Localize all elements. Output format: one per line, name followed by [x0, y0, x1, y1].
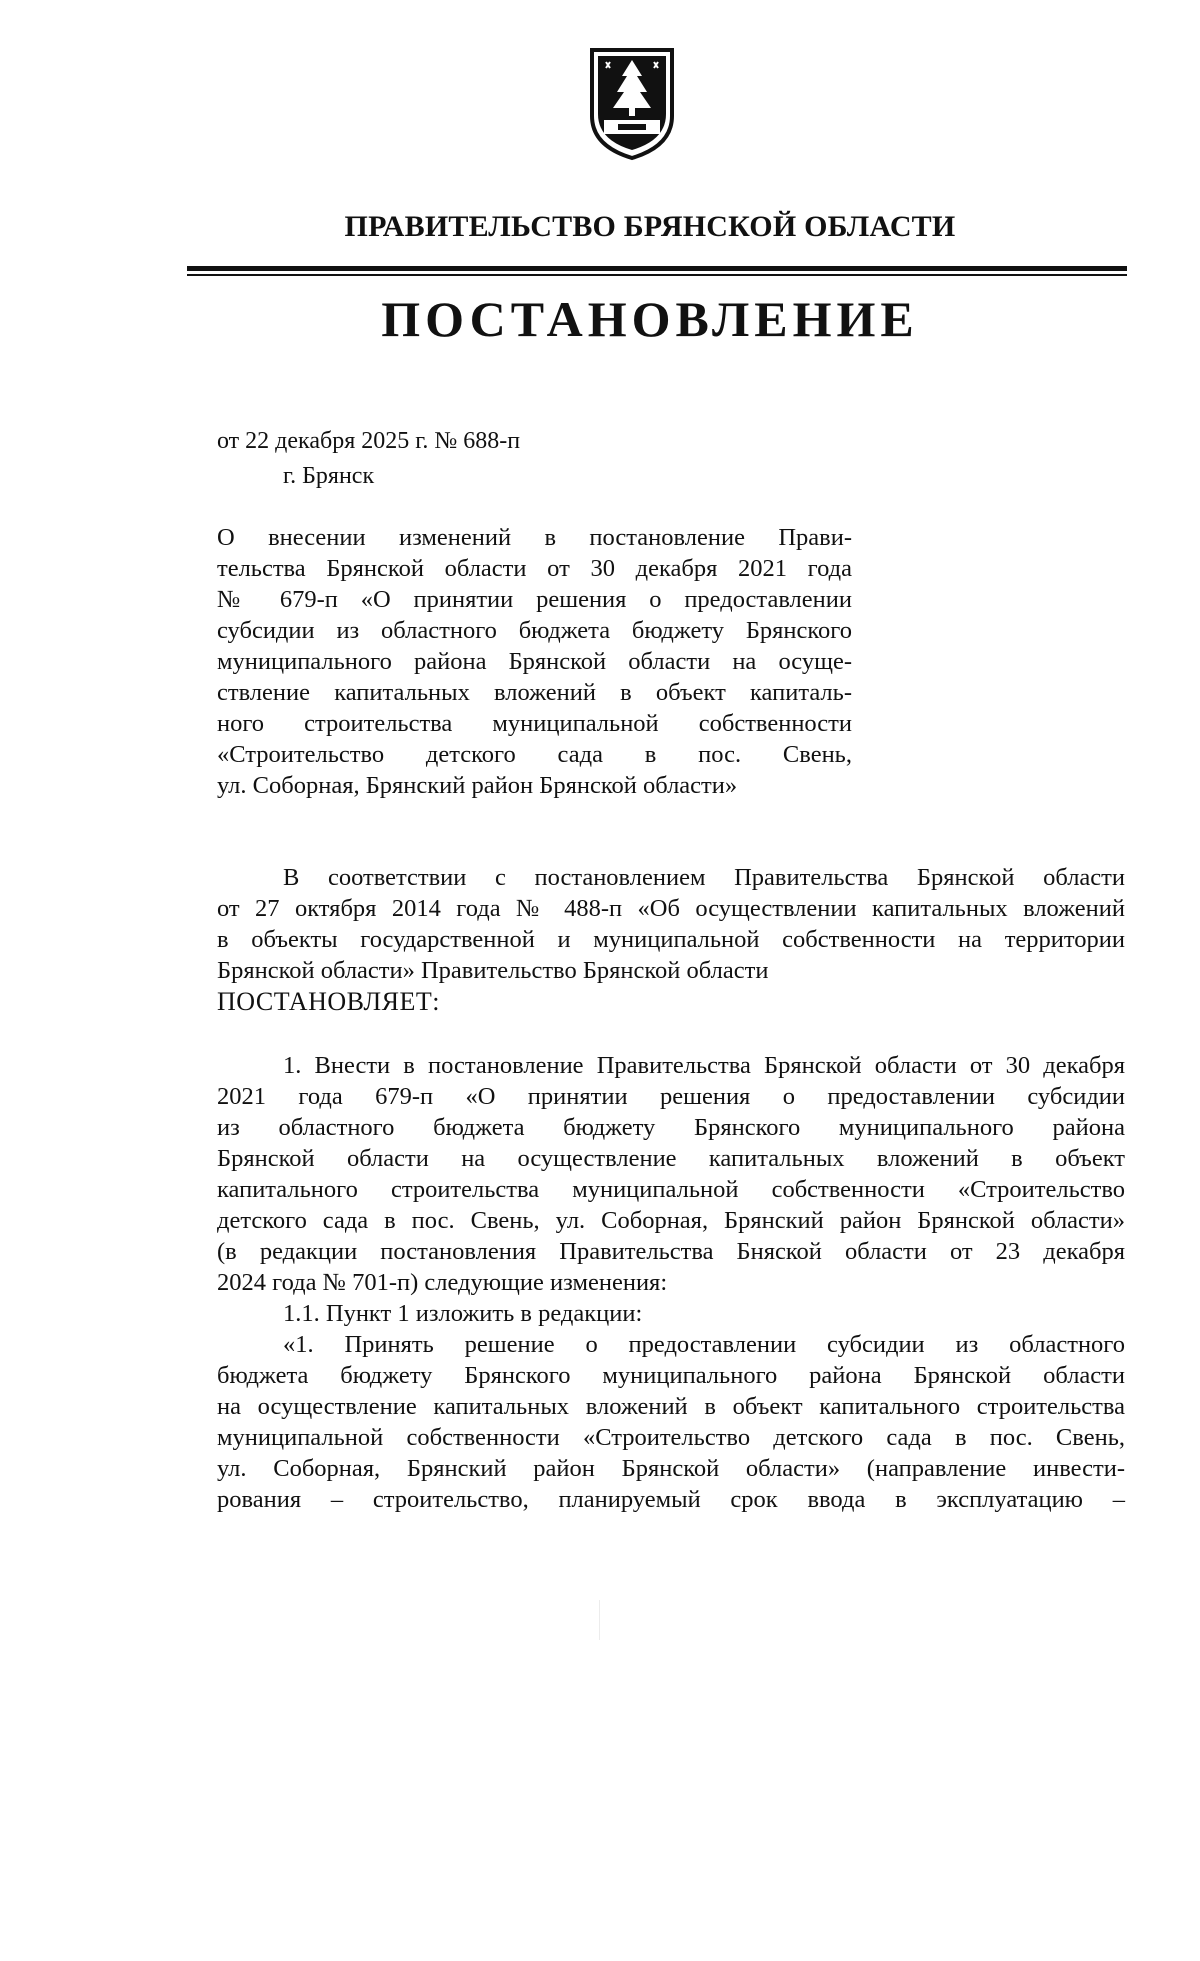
item-1-line: Брянской области на осуществление капитальных вложений в объект	[217, 1145, 1125, 1172]
preamble-paragraph	[217, 862, 1125, 986]
document-subject	[217, 522, 852, 801]
subject-line: субсидии из областного бюджета бюджету Брянского	[217, 617, 852, 644]
document-date-number: от 22 декабря 2025 г. № 688-п	[217, 428, 521, 454]
quoted-item-line: рования – строительство, планируемый срок ввода в эксплуатацию –	[217, 1486, 1125, 1513]
coat-of-arms-emblem	[588, 46, 676, 162]
quoted-item-line: бюджета бюджету Брянского муниципального района Брянской области	[217, 1362, 1125, 1389]
item-1-line: детского сада в пос. Свень, ул. Соборная, Брянский район Брянской области»	[217, 1207, 1125, 1234]
document-type-heading: ПОСТАНОВЛЕНИЕ	[381, 291, 919, 347]
item-1-line: (в редакции постановления Правительства Бняской области от 23 декабря	[217, 1238, 1125, 1265]
subject-line: тельства Брянской области от 30 декабря 2021 года	[217, 555, 852, 582]
item-1-1-paragraph	[217, 1298, 1125, 1329]
decree-word: ПОСТАНОВЛЯЕТ:	[217, 987, 440, 1016]
preamble-line: от 27 октября 2014 года № 488-п «Об осуществлении капитальных вложений	[217, 895, 1125, 922]
subject-line: «Строительство детского сада в пос. Свень,	[217, 741, 852, 768]
item-1-paragraph	[217, 1050, 1125, 1298]
preamble-line: В соответствии с постановлением Правительства Брянской области	[283, 864, 1125, 891]
item-1-line: 1. Внести в постановление Правительства Брянской области от 30 декабря	[283, 1052, 1125, 1079]
item-1-line: 2024 года № 701-п) следующие изменения:	[217, 1269, 668, 1296]
subject-line: О внесении изменений в постановление Прави-	[217, 524, 852, 551]
subject-line: муниципального района Брянской области на осуще-	[217, 648, 852, 675]
quoted-item-line: «1. Принять решение о предоставлении субсидии из областного	[283, 1331, 1125, 1358]
subject-line: № 679-п «О принятии решения о предоставлении	[217, 586, 852, 613]
scan-artifact-line	[599, 1600, 600, 1640]
quoted-item-line: на осуществление капитальных вложений в объект капитального строительства	[217, 1393, 1125, 1420]
subject-line: ствление капитальных вложений в объект капиталь-	[217, 679, 852, 706]
quoted-item-line: ул. Соборная, Брянский район Брянской области» (направление инвести-	[217, 1455, 1125, 1482]
quoted-item-paragraph	[217, 1329, 1125, 1515]
item-1-1-line: 1.1. Пункт 1 изложить в редакции:	[283, 1300, 643, 1327]
subject-line: ного строительства муниципальной собственности	[217, 710, 852, 737]
subject-line: ул. Соборная, Брянский район Брянской области»	[217, 772, 738, 799]
item-1-line: из областного бюджета бюджету Брянского муниципального района	[217, 1114, 1125, 1141]
header-rule-thin	[187, 274, 1127, 276]
preamble-line: в объекты государственной и муниципальной собственности на территории	[217, 926, 1125, 953]
preamble-line: Брянской области» Правительство Брянской области	[217, 957, 769, 984]
document-city: г. Брянск	[283, 463, 375, 489]
item-1-line: 2021 года 679-п «О принятии решения о предоставлении субсидии	[217, 1083, 1125, 1110]
item-1-line: капитального строительства муниципальной собственности «Строительство	[217, 1176, 1125, 1203]
header-rule-thick	[187, 266, 1127, 271]
quoted-item-line: муниципальной собственности «Строительство детского сада в пос. Свень,	[217, 1424, 1125, 1451]
organization-title: ПРАВИТЕЛЬСТВО БРЯНСКОЙ ОБЛАСТИ	[344, 210, 956, 243]
